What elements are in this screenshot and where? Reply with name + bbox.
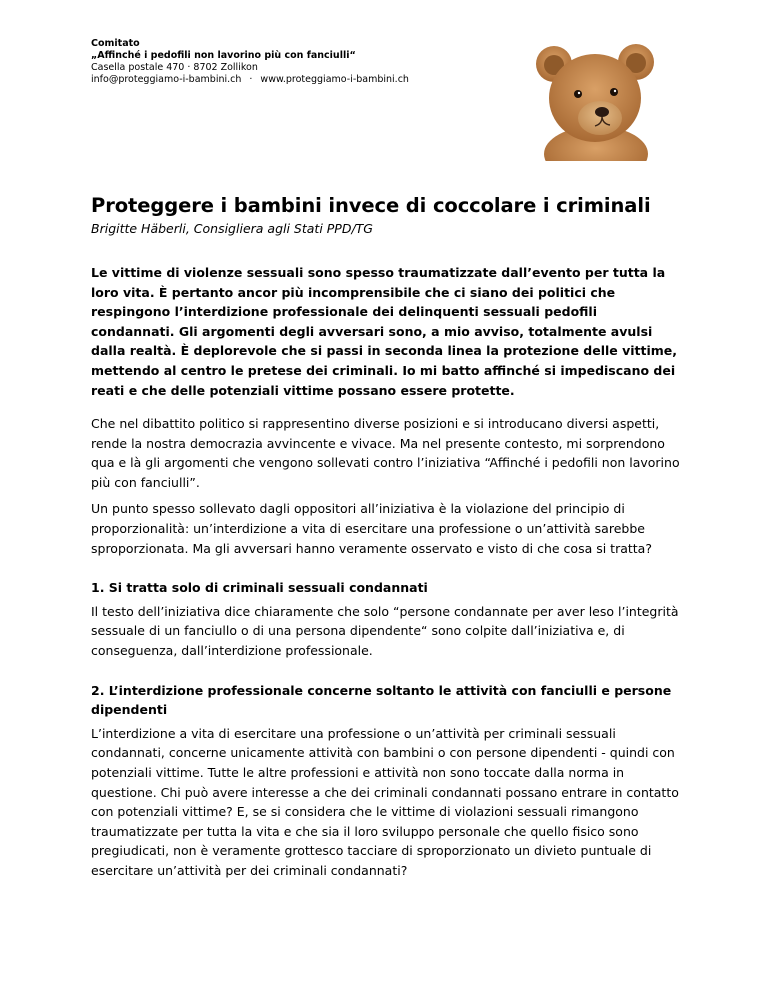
article-body [91, 414, 681, 887]
intro-paragraph-2: Un punto spesso sollevato dagli oppositori all’iniziativa è la violazione del principio di proporzionalità: un’interdizione a vita di esercitare una professione o un’attività sarebbe sproporzionata. Ma gli avversari hanno veramente osservato e visto di che cosa si tratta? [91, 501, 652, 556]
intro-paragraph-1: Che nel dibattito politico si rappresentino diverse posizioni e si introducano diversi aspetti, rende la nostra democrazia avvincente e vivace. Ma nel presente contesto, mi sorprendono qua e là gli argomenti che vengono sollevati contro l’iniziativa “Affinché i pedofili non lavorino più con fanciulli”. [91, 416, 680, 490]
byline: Brigitte Häberli, Consigliera agli Stati PPD/TG [91, 221, 373, 236]
org-name-line2: „Affinché i pedofili non lavorino più con fanciulli“ [91, 50, 356, 61]
lead-paragraph: Le vittime di violenze sessuali sono spesso traumatizzate dall’evento per tutta la loro vita. È pertanto ancor più incomprensibile che ci siano dei politici che respingono l’interdizione professionale dei delinquenti sessuali pedofili condannati. Gli argomenti degli avversari sono, a mio avviso, totalmente avulsi dalla realtà. È deplorevole che si passi in seconda linea la protezione delle vittime, mettendo al centro le pretese dei criminali. Io mi batto affinché si impediscano dei reati e che delle potenziali vittime possano essere protette. [91, 265, 678, 398]
contact-separator: · [249, 74, 253, 85]
section-text-1: Il testo dell’iniziativa dice chiaramente che solo “persone condannate per aver leso l’integrità sessuale di un fanciullo o di una persona dipendente“ sono colpite dall’iniziativa e, di conseguenza, dall’interdizione professionale. [91, 603, 679, 658]
email-link[interactable]: info@proteggiamo-i-bambini.ch [91, 74, 242, 85]
teddy-bear-icon [530, 36, 660, 161]
org-name-line1: Comitato [91, 38, 140, 49]
website-link[interactable]: www.proteggiamo-i-bambini.ch [260, 74, 409, 85]
section-text-2: L’interdizione a vita di esercitare una professione o un’attività per criminali sessuali condannati, concerne unicamente attività con bambini o con persone dipendenti - quindi con potenziali vittime. Tutte le altre professioni e attività non sono toccate dalla norma in questione. Chi può avere interesse a che dei criminali condannati possano entrare in contatto con potenziali vittime? E, se si considera che le vittime di violazioni sessuali rimangono traumatizzate per tutta la vita e che sia il loro sviluppo personale che quello fisico sono pregiudicati, non è veramente grottesco tacciare di sproporzionato un divieto puntuale di esercitare un’attività per dei criminali condannati? [91, 725, 679, 878]
page-title: Proteggere i bambini invece di coccolare i criminali [91, 194, 651, 217]
section-heading-1: 1. Si tratta solo di criminali sessuali condannati [91, 580, 428, 596]
section-heading-2: 2. L’interdizione professionale concerne soltanto le attività con fanciulli e persone dipendenti [91, 682, 672, 718]
postal-address: Casella postale 470 · 8702 Zollikon [91, 62, 258, 73]
